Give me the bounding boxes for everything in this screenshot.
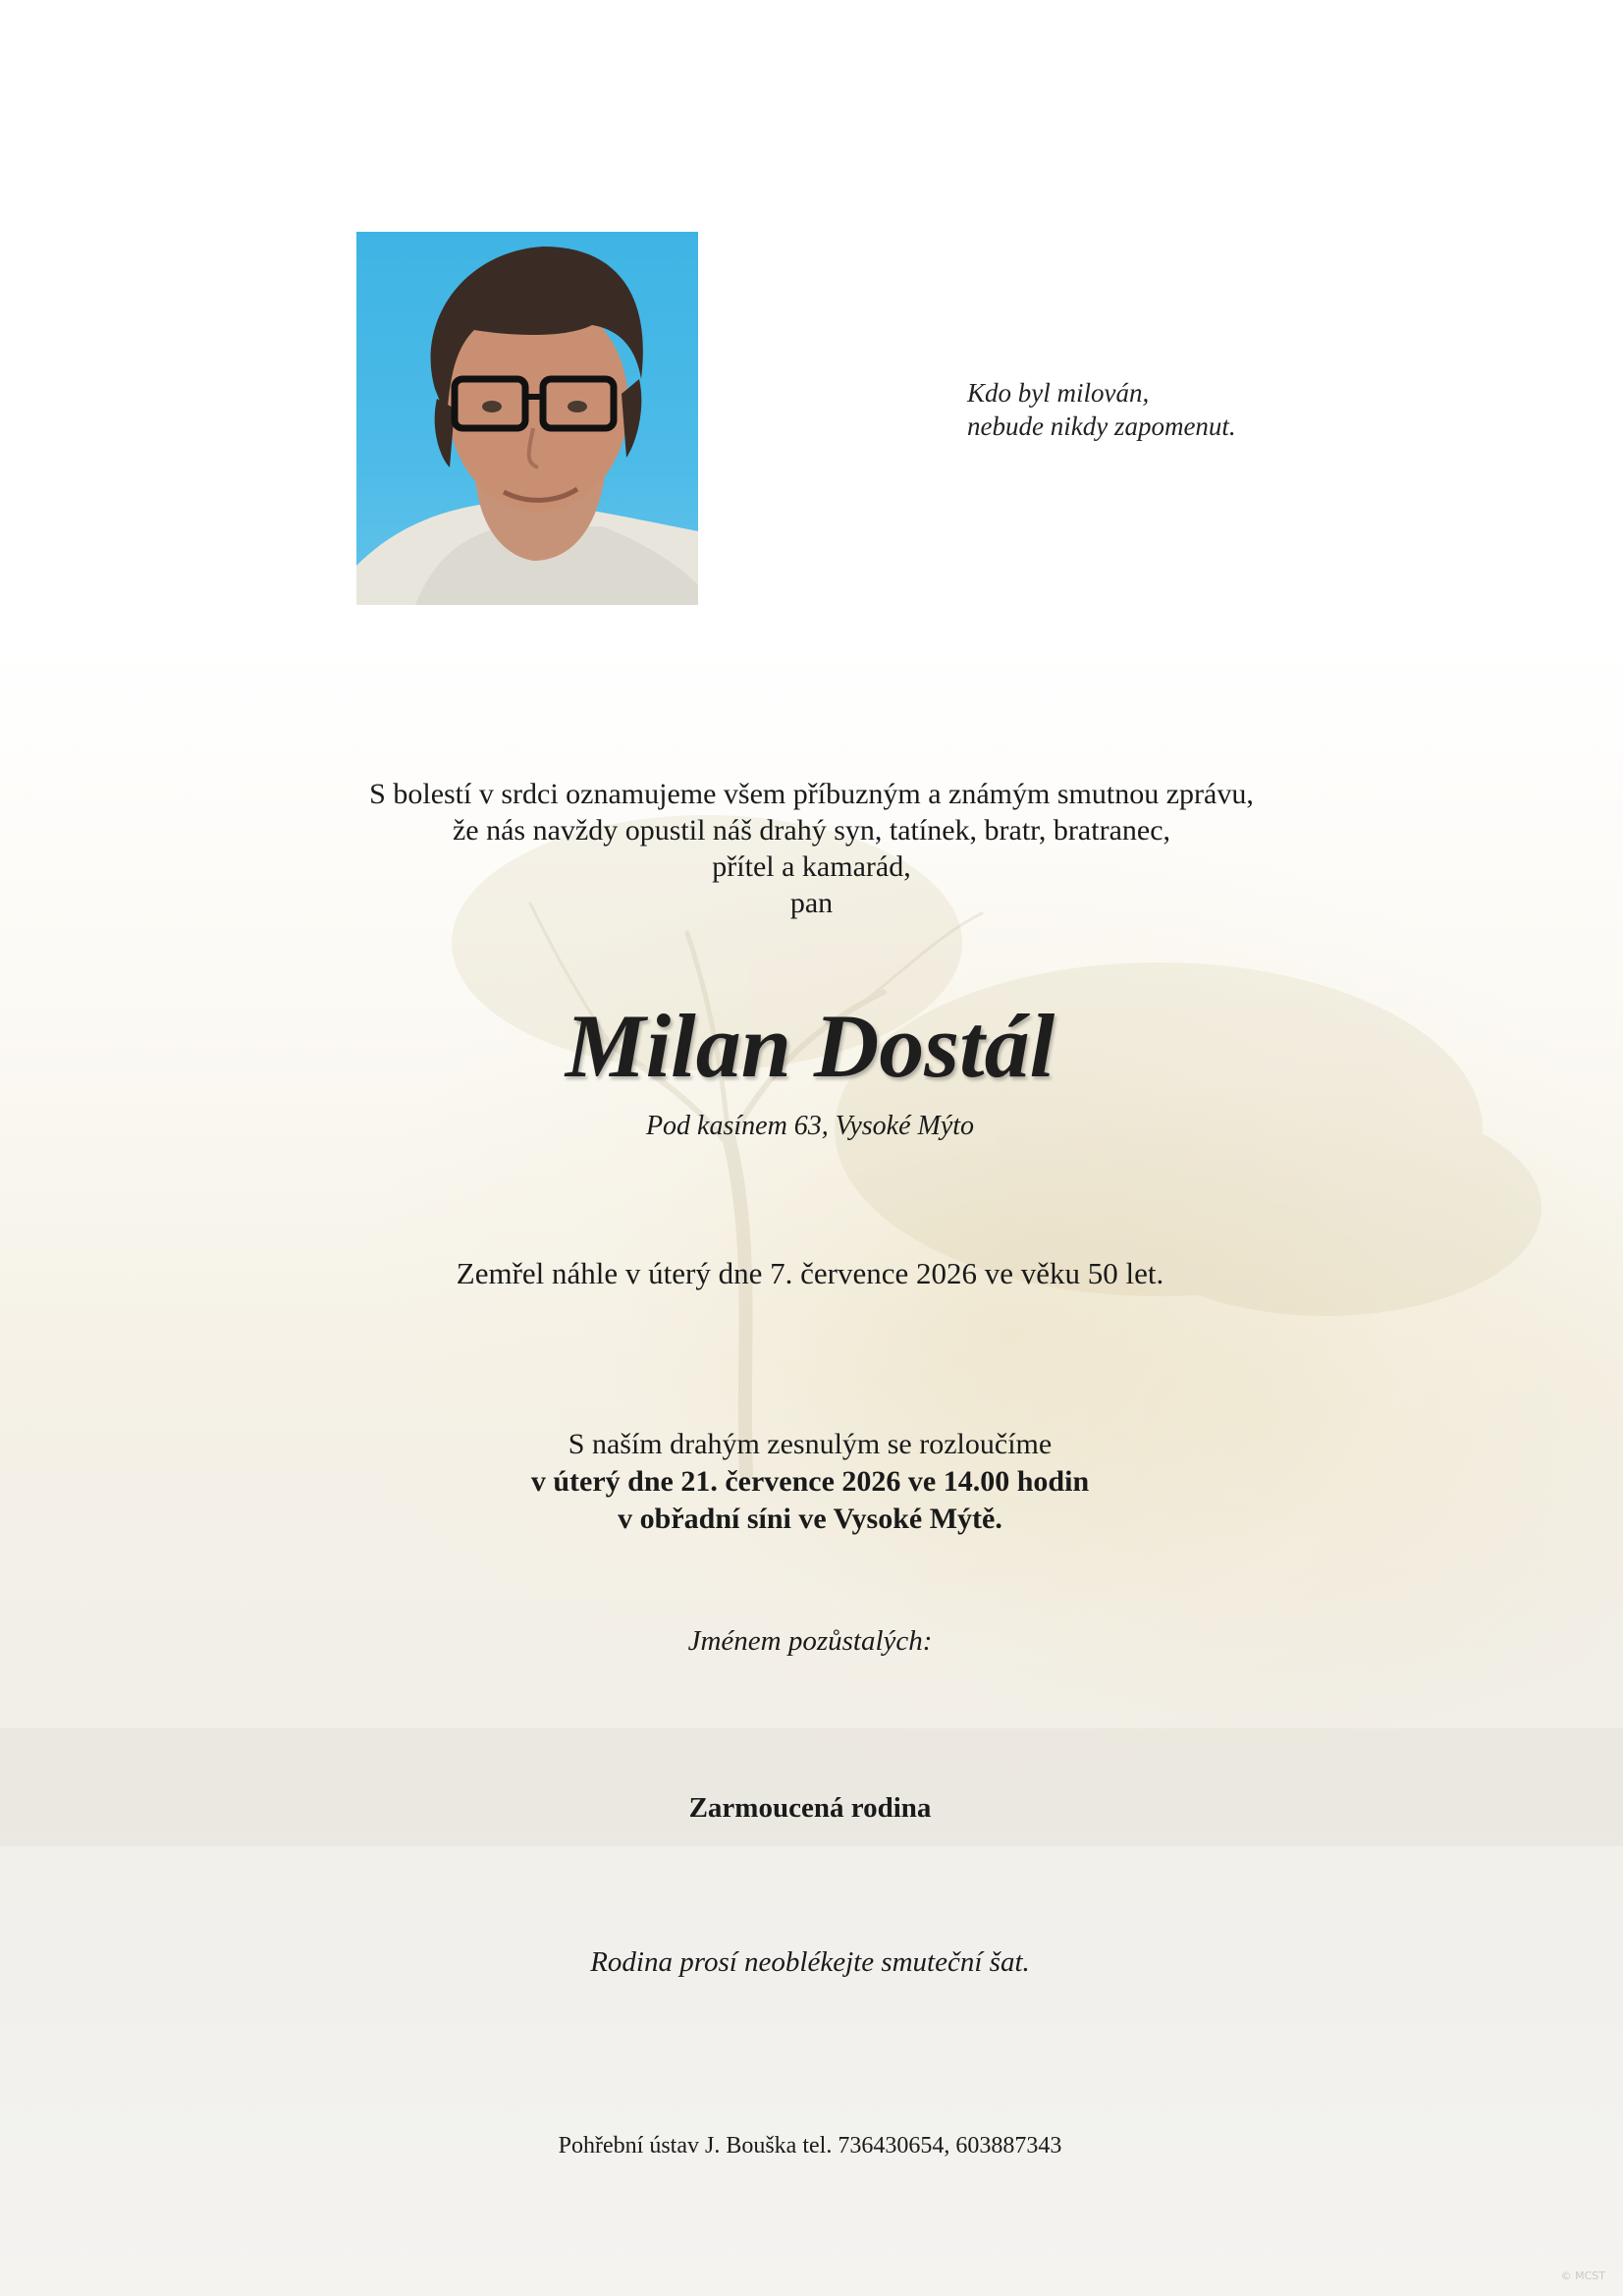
motto-quote	[967, 376, 1236, 443]
farewell-line-3: v obřadní síni ve Vysoké Mýtě.	[618, 1503, 1002, 1535]
watermark: © MCST	[1560, 2269, 1605, 2282]
farewell-details	[324, 1426, 1296, 1538]
announcement-text	[0, 776, 1623, 921]
funeral-home-contact: Pohřební ústav J. Bouška tel. 736430654, 603887343	[558, 2133, 1062, 2159]
farewell-line-1: S naším drahým zesnulým se rozloučíme	[568, 1428, 1053, 1460]
announcement-line-4: pan	[789, 887, 834, 919]
announcement-line-1: S bolestí v srdci oznamujeme všem příbuzným a známým smutnou zprávu,	[369, 778, 1254, 810]
signature-family: Zarmoucená rodina	[688, 1792, 932, 1824]
deceased-name: Milan Dostál	[565, 996, 1055, 1096]
portrait-photo	[356, 232, 698, 605]
motto-line-2: nebude nikdy zapomenut.	[967, 411, 1236, 441]
announcement-line-3: přítel a kamarád,	[712, 850, 911, 883]
deceased-address: Pod kasínem 63, Vysoké Mýto	[645, 1111, 975, 1141]
announcement-line-2: že nás navždy opustil náš drahý syn, tatínek, bratr, bratranec,	[452, 814, 1171, 847]
death-notice: Zemřel náhle v úterý dne 7. července 2026 ve věku 50 let.	[456, 1256, 1164, 1290]
farewell-line-2: v úterý dne 21. července 2026 ve 14.00 hodin	[530, 1465, 1090, 1498]
motto-line-1: Kdo byl milován,	[967, 378, 1150, 408]
on-behalf-label: Jménem pozůstalých:	[687, 1625, 933, 1657]
dress-code-request: Rodina prosí neoblékejte smuteční šat.	[590, 1946, 1030, 1978]
